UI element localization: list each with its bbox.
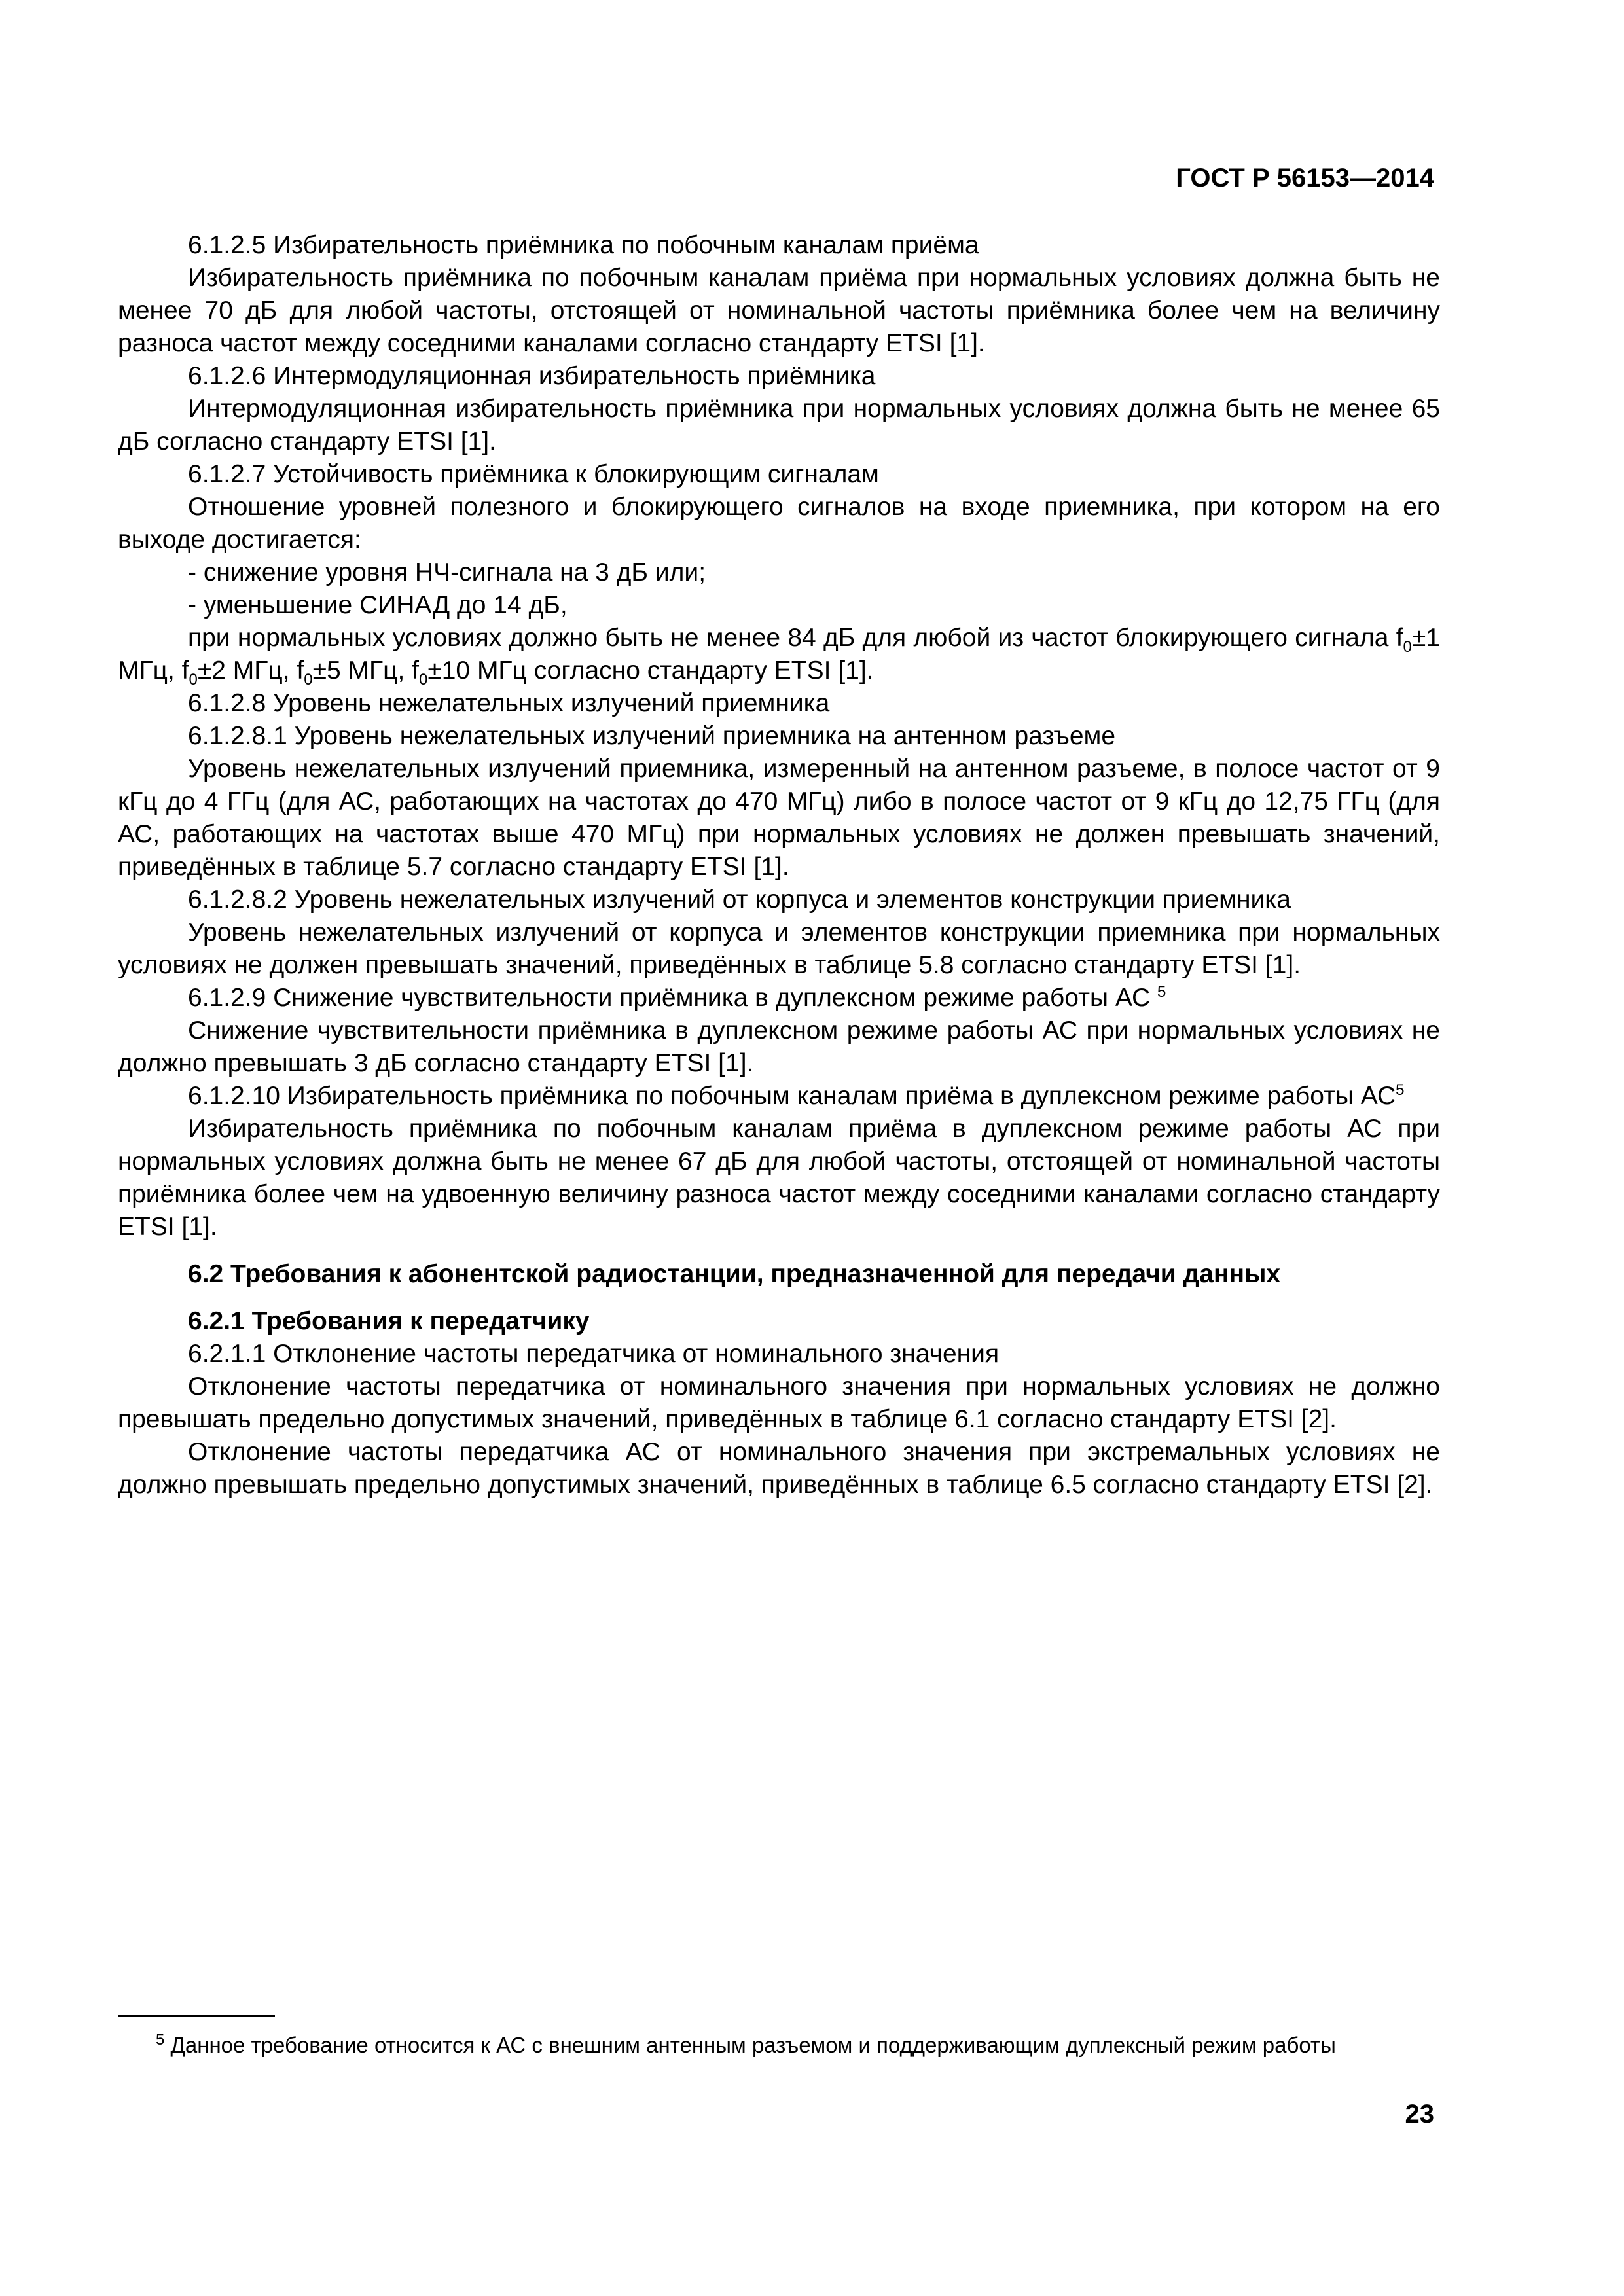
- standard-header: ГОСТ Р 56153—2014: [1176, 164, 1434, 192]
- paragraph: 6.1.2.8.1 Уровень нежелательных излучений приемника на антенном разъеме: [188, 722, 1116, 750]
- paragraph: Избирательность приёмника по побочным каналам приёма в дуплексном режиме работы АС при нормальных условиях должна быть не менее 67 дБ для любой частоты, отстоящей от номинальной частоты приёмника более чем на удвоенную величину разноса частот между соседними каналами согласно стандарту ETSI [1].: [118, 1115, 1440, 1241]
- paragraph: Отношение уровней полезного и блокирующего сигналов на входе приемника, при котором на его выходе достигается:: [118, 493, 1440, 554]
- frequency-offset: ±1 МГц,: [118, 624, 1440, 685]
- frequency-offset: ±10 МГц согласно стандарту ETSI [1].: [427, 656, 874, 685]
- paragraph-text: при нормальных условиях должно быть не менее 84 дБ для любой из частот блокирующего сигнала: [188, 624, 1396, 652]
- frequency-subscript: 0: [418, 670, 428, 689]
- paragraph: 6.2.1.1 Отклонение частоты передатчика от номинального значения: [188, 1340, 1000, 1368]
- footnote-separator: [118, 2015, 275, 2017]
- frequency-symbol: f: [412, 656, 419, 685]
- frequency-offset: ±2 МГц,: [197, 656, 297, 685]
- clause-heading: [118, 982, 1440, 1014]
- page-number: 23: [1405, 2100, 1434, 2128]
- frequency-symbol: f: [297, 656, 304, 685]
- clause-text: 6.1.2.9 Снижение чувствительности приёмника в дуплексном режиме работы АС: [188, 984, 1157, 1012]
- paragraph: Уровень нежелательных излучений от корпуса и элементов конструкции приемника при нормальных условиях не должен превышать значений, приведённых в таблице 5.8 согласно стандарту ETSI [1].: [118, 918, 1440, 979]
- paragraph: Уровень нежелательных излучений приемника, измеренный на антенном разъеме, в полосе частот от 9 кГц до 4 ГГц (для АС, работающих на частотах до 470 МГц) либо в полосе частот от 9 кГц до 12,75 ГГц (для АС, работающих на частотах выше 470 МГц) при нормальных условиях не должен превышать значений, приведённых в таблице 5.7 согласно стандарту ETSI [1].: [118, 755, 1440, 881]
- body-text: [118, 229, 1440, 1501]
- paragraph: 6.1.2.8.2 Уровень нежелательных излучений от корпуса и элементов конструкции приемника: [188, 886, 1291, 914]
- section-heading: 6.2.1 Требования к передатчику: [188, 1307, 590, 1335]
- footnote-reference: 5: [1396, 1081, 1405, 1099]
- frequency-subscript: 0: [189, 670, 198, 689]
- paragraph: 6.1.2.5 Избирательность приёмника по побочным каналам приёма: [188, 231, 979, 259]
- frequency-symbol: f: [181, 656, 189, 685]
- paragraph: - снижение уровня НЧ-сигнала на 3 дБ или;: [188, 558, 706, 586]
- frequency-symbol: f: [1396, 624, 1403, 652]
- footnote: [118, 2031, 1440, 2060]
- section-heading: 6.2 Требования к абонентской радиостанции, предназначенной для передачи данных: [188, 1260, 1281, 1288]
- paragraph: Интермодуляционная избирательность приёмника при нормальных условиях должна быть не менее 65 дБ согласно стандарту ETSI [1].: [118, 395, 1440, 456]
- paragraph: 6.1.2.6 Интермодуляционная избирательность приёмника: [188, 362, 876, 390]
- footnote-marker: 5: [156, 2031, 165, 2049]
- paragraph: [118, 622, 1440, 687]
- frequency-subscript: 0: [1403, 637, 1412, 656]
- frequency-subscript: 0: [304, 670, 313, 689]
- paragraph: Отклонение частоты передатчика от номинального значения при нормальных условиях не должно превышать предельно допустимых значений, приведённых в таблице 6.1 согласно стандарту ETSI [2].: [118, 1372, 1440, 1433]
- footnote-reference: 5: [1157, 983, 1166, 1001]
- paragraph: 6.1.2.7 Устойчивость приёмника к блокирующим сигналам: [188, 460, 879, 488]
- footnote-text: Данное требование относится к АС с внешним антенным разъемом и поддерживающим дуплексный режим работы: [164, 2033, 1336, 2057]
- paragraph: 6.1.2.8 Уровень нежелательных излучений приемника: [188, 689, 830, 717]
- paragraph: - уменьшение СИНАД до 14 дБ,: [188, 591, 568, 619]
- clause-heading: [118, 1080, 1440, 1113]
- paragraph: Снижение чувствительности приёмника в дуплексном режиме работы АС при нормальных условиях не должно превышать 3 дБ согласно стандарту ETSI [1].: [118, 1016, 1440, 1077]
- frequency-offset: ±5 МГц,: [312, 656, 412, 685]
- clause-text: 6.1.2.10 Избирательность приёмника по побочным каналам приёма в дуплексном режиме работы АС: [188, 1082, 1396, 1110]
- paragraph: Отклонение частоты передатчика АС от номинального значения при экстремальных условиях не должно превышать предельно допустимых значений, приведённых в таблице 6.5 согласно стандарту ETSI [2].: [118, 1438, 1440, 1499]
- paragraph: Избирательность приёмника по побочным каналам приёма при нормальных условиях должна быть не менее 70 дБ для любой частоты, отстоящей от номинальной частоты приёмника более чем на величину разноса частот между соседними каналами согласно стандарту ETSI [1].: [118, 264, 1440, 357]
